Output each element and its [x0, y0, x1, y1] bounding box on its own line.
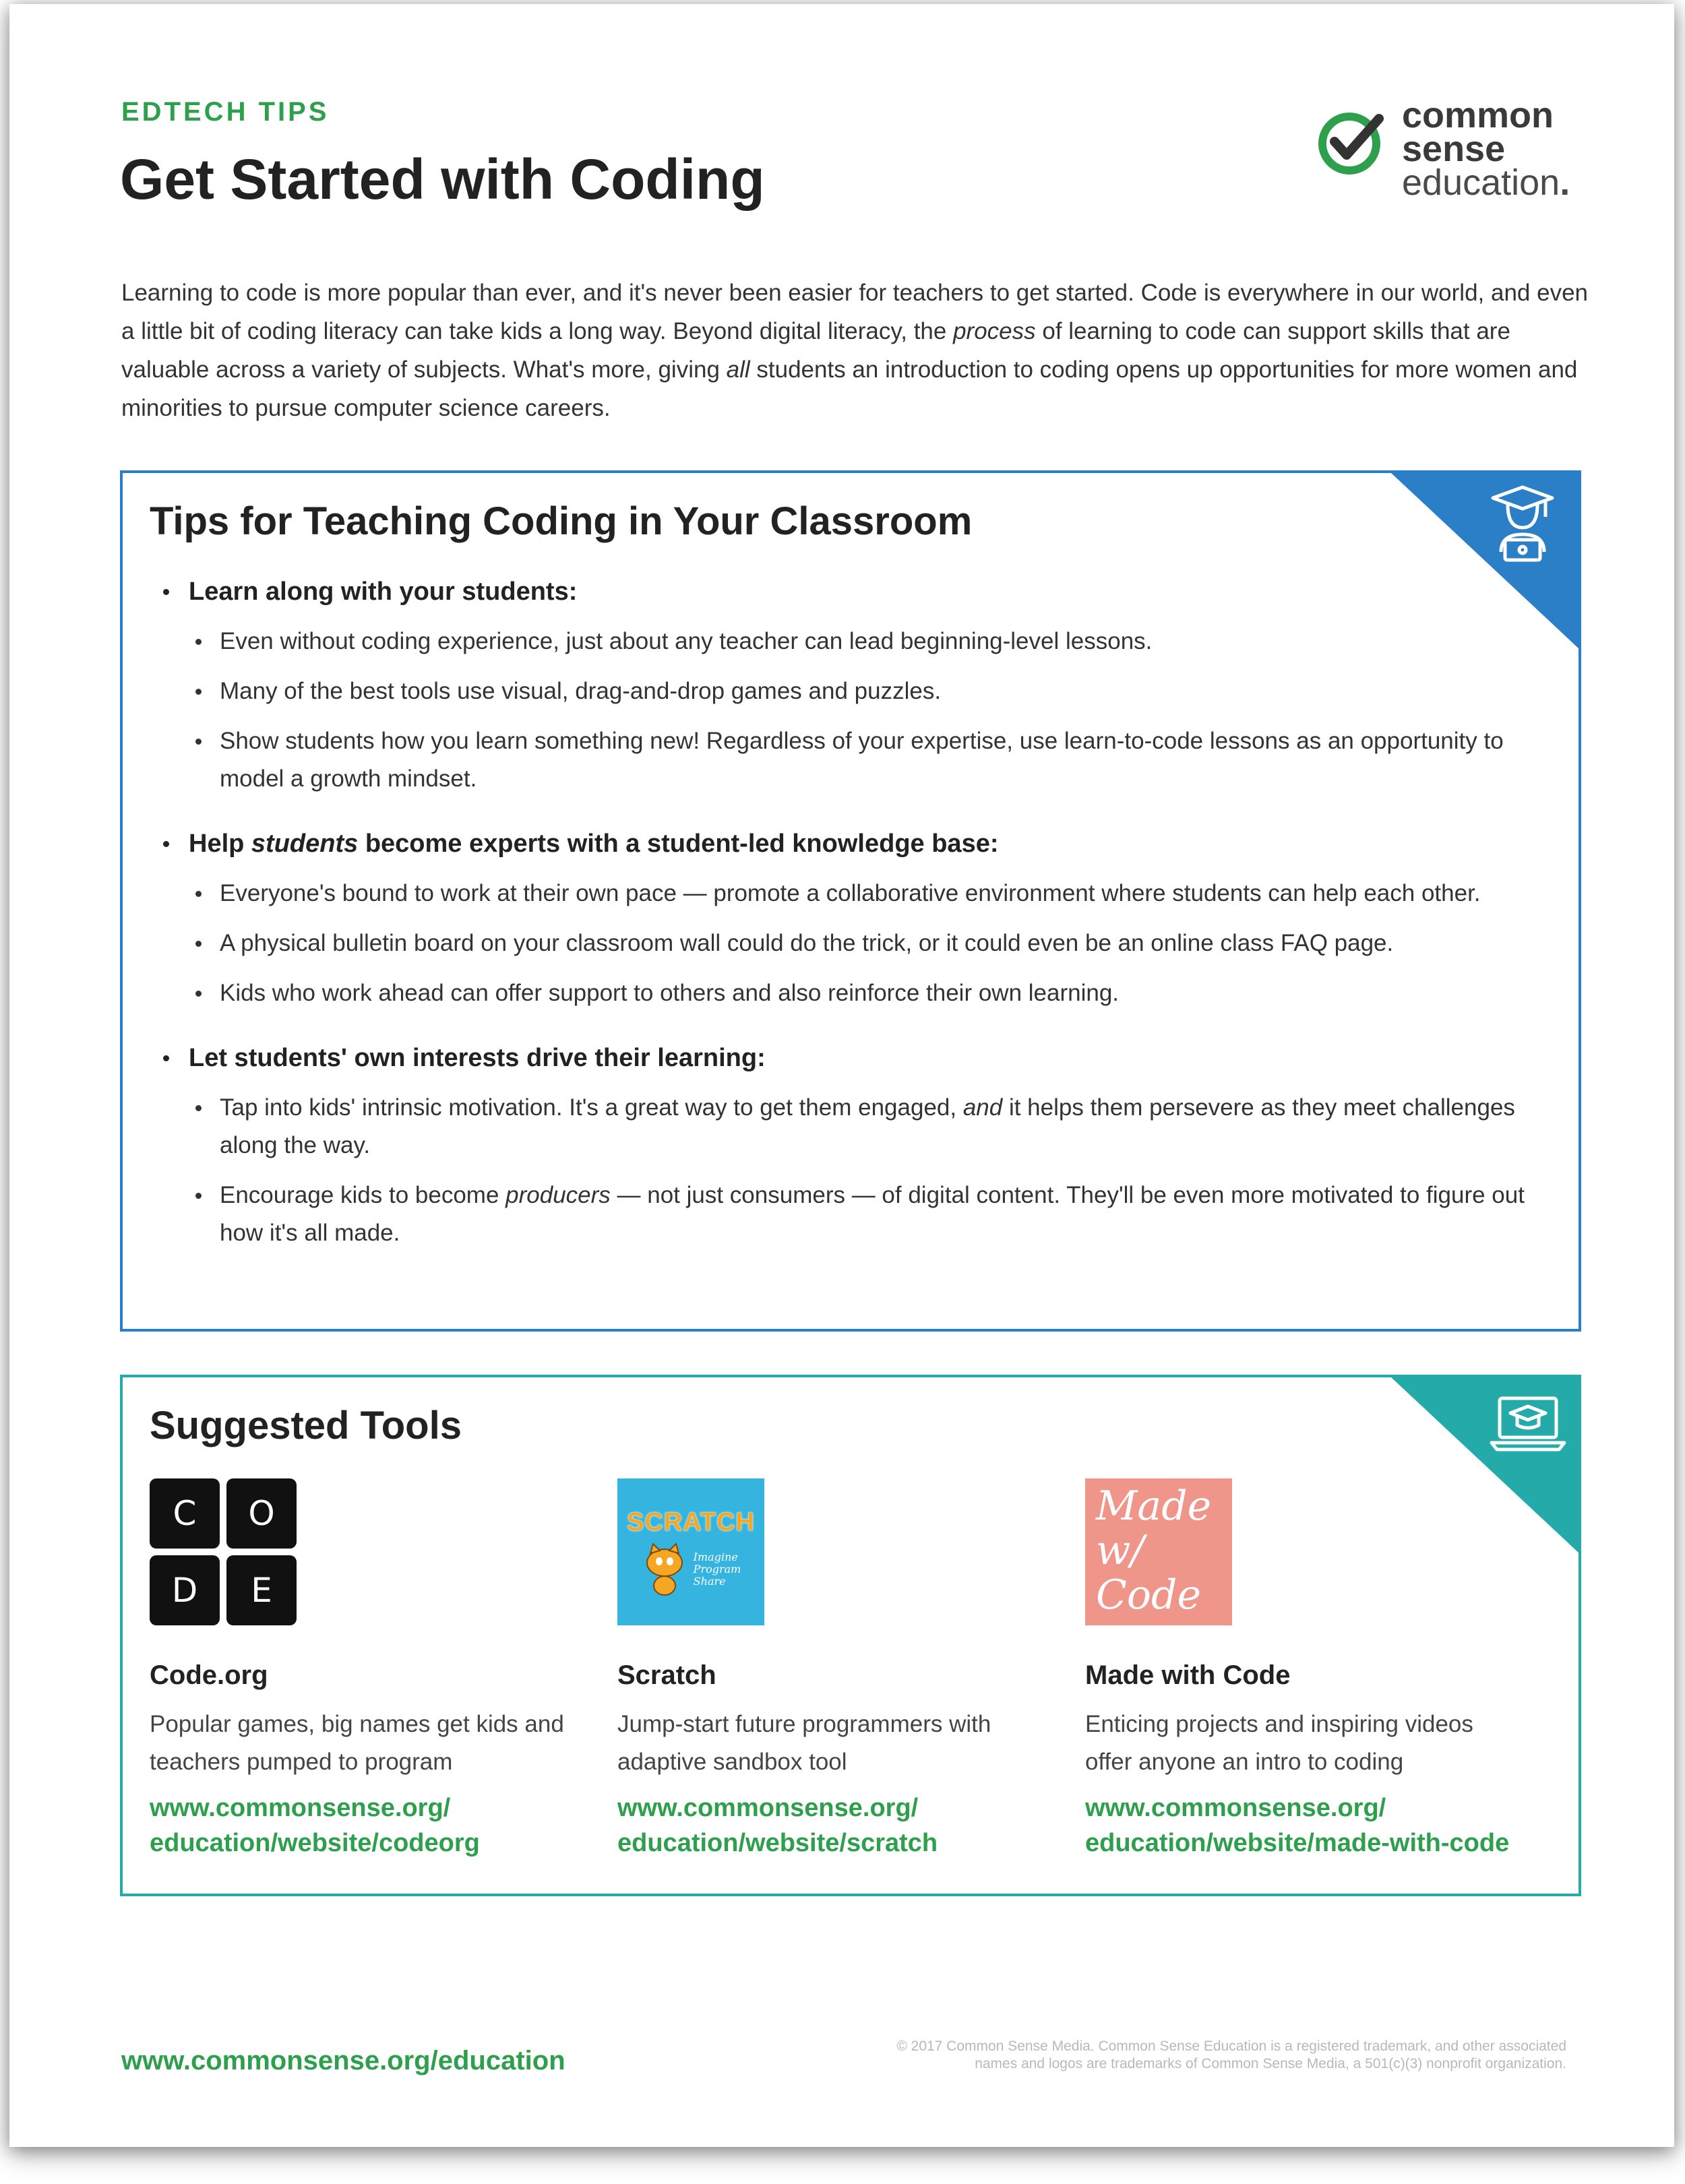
logo-letter: D	[150, 1555, 220, 1625]
tip-item: Kids who work ahead can offer support to others and also reinforce their own learning.	[189, 974, 1538, 1012]
tool-link[interactable]: www.commonsense.org/ education/website/scratch	[617, 1794, 938, 1857]
logo-word-common: common	[1402, 95, 1554, 135]
logo-letter: E	[226, 1555, 297, 1625]
scratch-logo	[617, 1478, 764, 1625]
tip-group-student-interests	[150, 1039, 1538, 1252]
logo-letter: O	[226, 1478, 297, 1549]
tool-name: Made with Code	[1085, 1660, 1291, 1690]
logo-line: w/	[1096, 1527, 1144, 1574]
tool-card-scratch	[617, 1478, 1049, 1861]
intro-paragraph: Learning to code is more popular than ever, and it's never been easier for teachers to get started. Code is everywhere in our world, and even a little bit of coding literacy can take kids a long way. Beyond digital literacy, the process of learning to code can support skills that are valuable across a variety of subjects. What's more, giving all students an introduction to coding opens up opportunities for more women and minorities to pursue computer science careers.	[121, 280, 1588, 421]
tool-description: Enticing projects and inspiring videos offer anyone an intro to coding	[1085, 1711, 1473, 1775]
tips-section	[120, 470, 1581, 1332]
common-sense-education-logo	[1314, 95, 1597, 213]
tool-link[interactable]: www.commonsense.org/ education/website/codeorg	[150, 1794, 480, 1857]
logo-line: Code	[1096, 1571, 1201, 1619]
tool-card-codeorg	[150, 1478, 581, 1861]
tip-group-heading: Learn along with your students:	[150, 573, 1538, 611]
scratch-tagline: Share	[693, 1574, 726, 1588]
codeorg-logo	[150, 1478, 297, 1625]
logo-word-sense: sense	[1402, 129, 1506, 169]
tip-item: Show students how you learn something new! Regardless of your expertise, use learn-to-code lessons as an opportunity to model a growth mindset.	[189, 722, 1538, 798]
scratch-cat-icon	[641, 1542, 688, 1596]
tool-name: Scratch	[617, 1660, 716, 1690]
tip-item: Everyone's bound to work at their own pace — promote a collaborative environment where students can help each other.	[189, 875, 1538, 912]
suggested-tools-section	[120, 1375, 1581, 1896]
document-page	[9, 4, 1674, 2147]
scratch-tagline: Program	[693, 1562, 741, 1575]
tool-description: Jump-start future programmers with adaptive sandbox tool	[617, 1711, 991, 1775]
tip-item: A physical bulletin board on your classroom wall could do the trick, or it could even be an online class FAQ page.	[189, 925, 1538, 962]
tip-group-learn-along	[150, 573, 1538, 798]
scratch-tagline: Imagine	[693, 1550, 738, 1563]
tools-title: Suggested Tools	[150, 1404, 462, 1447]
tool-name: Code.org	[150, 1660, 268, 1690]
tip-item: Encourage kids to become producers — not just consumers — of digital content. They'll be even more motivated to figure out how it's all made.	[189, 1177, 1538, 1252]
scratch-wordmark: SCRATCH	[627, 1507, 755, 1536]
tips-list	[150, 573, 1538, 1279]
legal-notice: © 2017 Common Sense Media. Common Sense Education is a registered trademark, and other associated names and logos are trademarks of Common Sense Media, a 501(c)(3) nonprofit organization.	[896, 2038, 1566, 2071]
footer-link[interactable]: www.commonsense.org/education	[121, 2046, 565, 2076]
tip-item: Even without coding experience, just about any teacher can lead beginning-level lessons.	[189, 623, 1538, 660]
tool-link[interactable]: www.commonsense.org/ education/website/made-with-code	[1085, 1794, 1510, 1857]
tip-group-heading: Let students' own interests drive their learning:	[150, 1039, 1538, 1077]
tips-title: Tips for Teaching Coding in Your Classroom	[150, 499, 973, 543]
checkmark-circle-icon	[1314, 106, 1388, 181]
logo-line: Made	[1096, 1483, 1212, 1530]
eyebrow-label: EDTECH TIPS	[121, 97, 330, 127]
tip-item: Tap into kids' intrinsic motivation. It's a great way to get them engaged, and it helps them persevere as they meet challenges along the way.	[189, 1089, 1538, 1164]
tool-card-made-with-code	[1085, 1478, 1516, 1861]
logo-letter: C	[150, 1478, 220, 1549]
tip-group-student-experts	[150, 825, 1538, 1012]
tip-item: Many of the best tools use visual, drag-and-drop games and puzzles.	[189, 673, 1538, 710]
tool-description: Popular games, big names get kids and teachers pumped to program	[150, 1711, 564, 1775]
tip-group-heading: Help students become experts with a student-led knowledge base:	[150, 825, 1538, 863]
made-with-code-logo	[1085, 1478, 1232, 1625]
page-title: Get Started with Coding	[120, 148, 765, 211]
logo-word-education: education.	[1402, 162, 1570, 203]
